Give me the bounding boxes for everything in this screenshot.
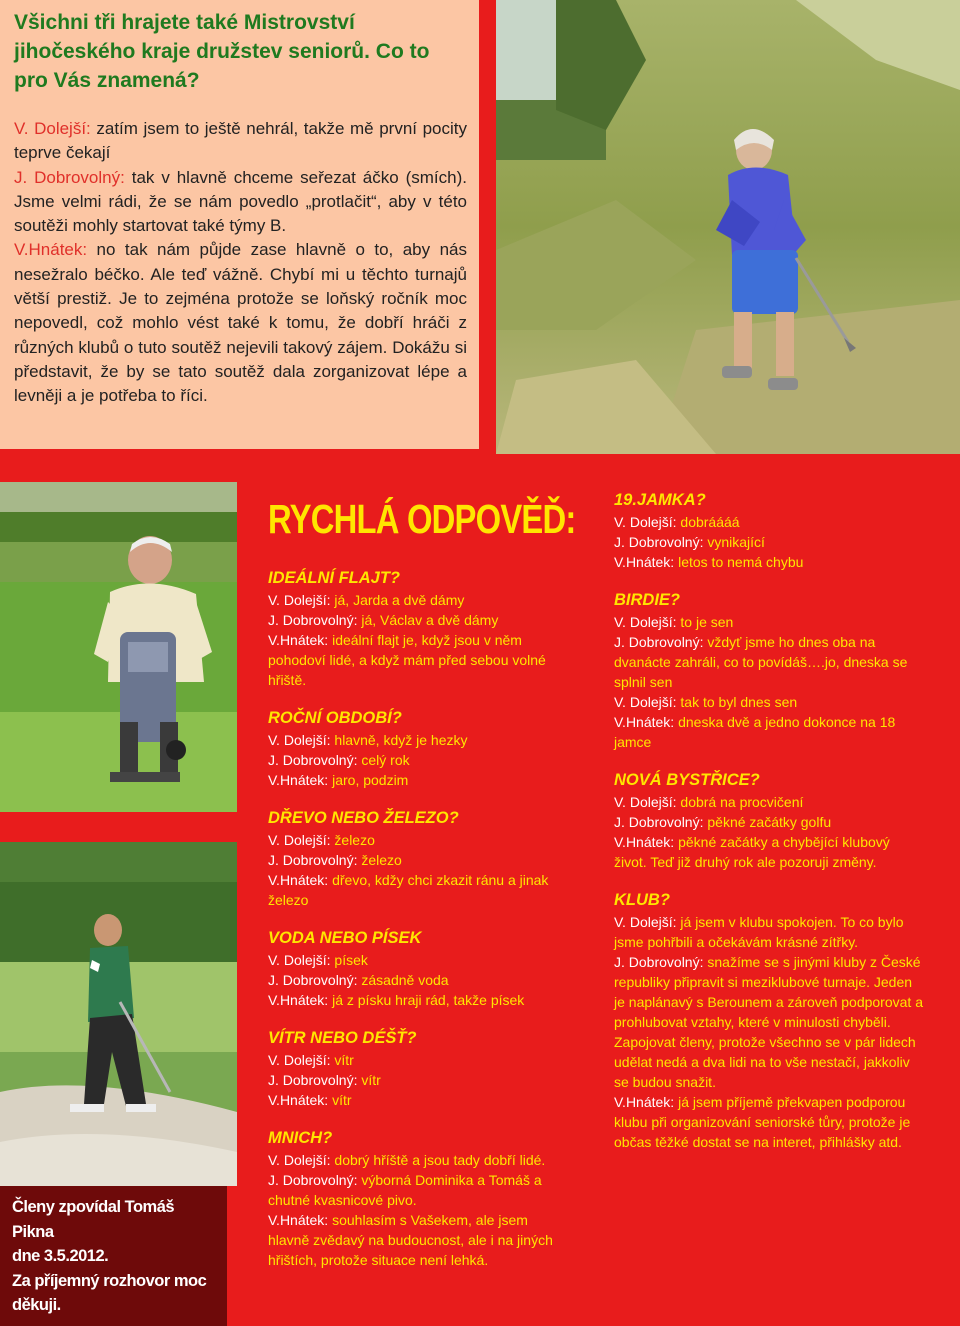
- quick-answers-middle-column: [268, 568, 568, 1288]
- qa-answer: [268, 1070, 568, 1090]
- qa-speaker: V. Dolejší:: [614, 914, 677, 930]
- answer-speaker: J. Dobrovolný:: [14, 167, 125, 187]
- qa-text: já, Václav a dvě dámy: [357, 612, 499, 628]
- qa-speaker: V.Hnátek:: [268, 872, 329, 888]
- qa-answer: [614, 912, 924, 952]
- qa-text: jaro, podzim: [328, 772, 409, 788]
- qa-answer: [268, 630, 568, 690]
- qa-speaker: J. Dobrovolný:: [268, 1172, 358, 1188]
- qa-speaker: J. Dobrovolný:: [268, 1072, 358, 1088]
- qa-block: [268, 1028, 568, 1110]
- qa-speaker: V.Hnátek:: [614, 714, 675, 730]
- qa-block: [268, 568, 568, 690]
- qa-speaker: V.Hnátek:: [614, 554, 675, 570]
- qa-block: [268, 1128, 568, 1270]
- qa-question: IDEÁLNÍ FLAJT?: [268, 569, 400, 587]
- qa-text: celý rok: [357, 752, 410, 768]
- qa-question: DŘEVO NEBO ŽELEZO?: [268, 809, 459, 827]
- qa-text: vítr: [330, 1052, 354, 1068]
- qa-answer: [614, 812, 924, 832]
- qa-question: MNICH?: [268, 1129, 333, 1147]
- qa-text: vynikající: [703, 534, 765, 550]
- qa-text: dobráááá: [676, 514, 740, 530]
- qa-block: [268, 928, 568, 1010]
- qa-speaker: V.Hnátek:: [614, 834, 675, 850]
- qa-text: tak to byl dnes sen: [676, 694, 798, 710]
- qa-text: železo: [357, 852, 402, 868]
- qa-text: ideální flajt je, když jsou v něm pohodoví lidé, a když mám před sebou volné hřiště.: [268, 632, 546, 688]
- qa-speaker: J. Dobrovolný:: [614, 634, 704, 650]
- qa-text: letos to nemá chybu: [674, 554, 804, 570]
- qa-speaker: V. Dolejší:: [268, 592, 331, 608]
- qa-block: [614, 590, 924, 752]
- qa-speaker: J. Dobrovolný:: [268, 612, 358, 628]
- qa-answer: [614, 512, 924, 532]
- qa-answer: [614, 1092, 924, 1152]
- credit-line: dne 3.5.2012.: [12, 1247, 109, 1265]
- qa-answer: [268, 870, 568, 910]
- qa-answer: [268, 1050, 568, 1070]
- qa-answer: [614, 552, 924, 572]
- qa-answer: [268, 770, 568, 790]
- qa-text: já jsem příjemě překvapen podporou klubu při organizování seniorské tůry, protože je občas těžké dostat se na interet, přihlášky atd.: [614, 1094, 911, 1150]
- credit-line: děkuji.: [12, 1296, 61, 1314]
- qa-text: železo: [330, 832, 375, 848]
- qa-speaker: V. Dolejší:: [268, 732, 331, 748]
- qa-question: VODA NEBO PÍSEK: [268, 929, 422, 947]
- qa-text: vítr: [328, 1092, 352, 1108]
- golfer-slope-photo: [496, 0, 960, 454]
- qa-answer: [614, 612, 924, 632]
- answer-text: no tak nám půjde zase hlavně o to, aby nás nesežralo béčko. Ale teď vážně. Chybí mi u těchto turnajů větší prestiž. Je to zejména protože se loňský ročník moc nepovedl, což mohlo vést také k tomu, že dobří hráči z různých klubů o tuto soutěž nejevili takový zájem. Dokážu si představit, že by se tato soutěž dala zorganizovat lépe a levněji a je potřeba to říci.: [14, 240, 467, 406]
- qa-block: [614, 770, 924, 872]
- qa-speaker: V. Dolejší:: [614, 514, 677, 530]
- qa-speaker: V. Dolejší:: [614, 694, 677, 710]
- qa-answer: [614, 712, 924, 752]
- qa-speaker: J. Dobrovolný:: [614, 814, 704, 830]
- qa-speaker: V. Dolejší:: [268, 1152, 331, 1168]
- quick-answers-right-column: [614, 490, 924, 1170]
- qa-speaker: V.Hnátek:: [268, 992, 329, 1008]
- qa-question: BIRDIE?: [614, 591, 680, 609]
- qa-speaker: J. Dobrovolný:: [268, 752, 358, 768]
- qa-text: já z písku hraji rád, takže písek: [328, 992, 525, 1008]
- qa-text: dřevo, kdžy chci zkazit ránu a jinak železo: [268, 872, 549, 908]
- qa-question: ROČNÍ OBDOBÍ?: [268, 709, 402, 727]
- answer-speaker: V.Hnátek:: [14, 240, 88, 260]
- credit-box: [0, 1186, 227, 1326]
- qa-answer: [614, 532, 924, 552]
- qa-answer: [268, 1150, 568, 1170]
- qa-answer: [268, 590, 568, 610]
- qa-text: souhlasím s Vašekem, ale jsem hlavně zvědavý na budoucnost, ale i na jiných hřištích, protože situace není lehká.: [268, 1212, 553, 1268]
- qa-speaker: V. Dolejší:: [268, 952, 331, 968]
- qa-text: dobrý hříště a jsou tady dobří lidé.: [330, 1152, 546, 1168]
- qa-speaker: J. Dobrovolný:: [268, 852, 358, 868]
- qa-answer: [268, 850, 568, 870]
- credit-line: Za příjemný rozhovor moc: [12, 1271, 207, 1290]
- qa-answer: [268, 1090, 568, 1110]
- qa-answer: [268, 950, 568, 970]
- qa-text: hlavně, když je hezky: [330, 732, 468, 748]
- qa-text: já jsem v klubu spokojen. To co bylo jsme pohřbili a očekávám krásné zítřky.: [614, 914, 904, 950]
- qa-text: snažíme se s jinými kluby z České republiky připravit si meziklubové turnaje. Jeden je naplánavý s Berounem a zároveň podporovat a prohlubovat vztahy, které v minulosti chyběli. Zapojovat členy, protože všechno se v pár lidech udělat nedá a dva lidi na to vše nestačí, jakkoliv se budou snažit.: [614, 954, 923, 1090]
- qa-text: to je sen: [676, 614, 734, 630]
- answer-text: zatím jsem to ještě nehrál, takže mě první pocity teprve čekají: [14, 119, 467, 163]
- qa-text: výborná Dominika a Tomáš a chutné kvasnicové pivo.: [268, 1172, 542, 1208]
- qa-answer: [614, 832, 924, 872]
- qa-question: NOVÁ BYSTŘICE?: [614, 771, 760, 789]
- qa-text: vždyť jsme ho dnes oba na dvanácte zahráli, co to povídáš….jo, dneska se splnil sen: [614, 634, 908, 690]
- qa-text: dobrá na procvičení: [676, 794, 804, 810]
- qa-answer: [268, 730, 568, 750]
- qa-speaker: V. Dolejší:: [614, 614, 677, 630]
- qa-answer: [614, 692, 924, 712]
- qa-block: [268, 808, 568, 910]
- intro-question: Všichni tři hrajete také Mistrovství jihočeského kraje družstev seniorů. Co to pro Vás znamená?: [14, 11, 430, 92]
- qa-speaker: V. Dolejší:: [268, 1052, 331, 1068]
- qa-block: [614, 490, 924, 572]
- golfer-trolley-photo: [0, 482, 237, 812]
- qa-answer: [614, 792, 924, 812]
- qa-answer: [614, 952, 924, 1092]
- qa-speaker: J. Dobrovolný:: [614, 954, 704, 970]
- qa-block: [614, 890, 924, 1152]
- qa-speaker: V. Dolejší:: [268, 832, 331, 848]
- intro-box: [0, 0, 482, 452]
- qa-answer: [614, 632, 924, 692]
- qa-text: vítr: [357, 1072, 381, 1088]
- qa-question: 19.JAMKA?: [614, 491, 706, 509]
- intro-answers: [14, 117, 467, 409]
- answer-speaker: V. Dolejší:: [14, 119, 91, 138]
- qa-text: zásadně voda: [357, 972, 449, 988]
- answer-text: tak v hlavně chceme seřezat áčko (smích). Jsme velmi rádi, že se nám povedlo „protlačit“, aby v této soutěži mohly startovat také týmy B.: [14, 167, 467, 236]
- golfer-bunker-photo: [0, 842, 237, 1186]
- qa-answer: [268, 750, 568, 770]
- qa-text: pěkné začátky golfu: [703, 814, 832, 830]
- qa-block: [268, 708, 568, 790]
- qa-answer: [268, 610, 568, 630]
- qa-answer: [268, 1210, 568, 1270]
- qa-answer: [268, 990, 568, 1010]
- qa-text: pěkné začátky a chybějící klubový život. Teď již druhý rok ale pozoruji změny.: [614, 834, 890, 870]
- quick-answer-title: RYCHLÁ ODPOVĚĎ:: [268, 496, 576, 542]
- qa-answer: [268, 1170, 568, 1210]
- qa-speaker: V.Hnátek:: [268, 632, 329, 648]
- qa-speaker: V.Hnátek:: [268, 1212, 329, 1228]
- qa-answer: [268, 830, 568, 850]
- qa-speaker: V.Hnátek:: [268, 772, 329, 788]
- qa-speaker: V.Hnátek:: [268, 1092, 329, 1108]
- qa-question: KLUB?: [614, 891, 670, 909]
- qa-speaker: J. Dobrovolný:: [614, 534, 704, 550]
- qa-speaker: V. Dolejší:: [614, 794, 677, 810]
- qa-text: já, Jarda a dvě dámy: [330, 592, 465, 608]
- qa-text: písek: [330, 952, 368, 968]
- qa-answer: [268, 970, 568, 990]
- qa-speaker: J. Dobrovolný:: [268, 972, 358, 988]
- credit-line: Členy zpovídal Tomáš Pikna: [12, 1198, 175, 1241]
- qa-question: VÍTR NEBO DÉŠŤ?: [268, 1029, 417, 1047]
- qa-text: dneska dvě a jedno dokonce na 18 jamce: [614, 714, 896, 750]
- qa-speaker: V.Hnátek:: [614, 1094, 675, 1110]
